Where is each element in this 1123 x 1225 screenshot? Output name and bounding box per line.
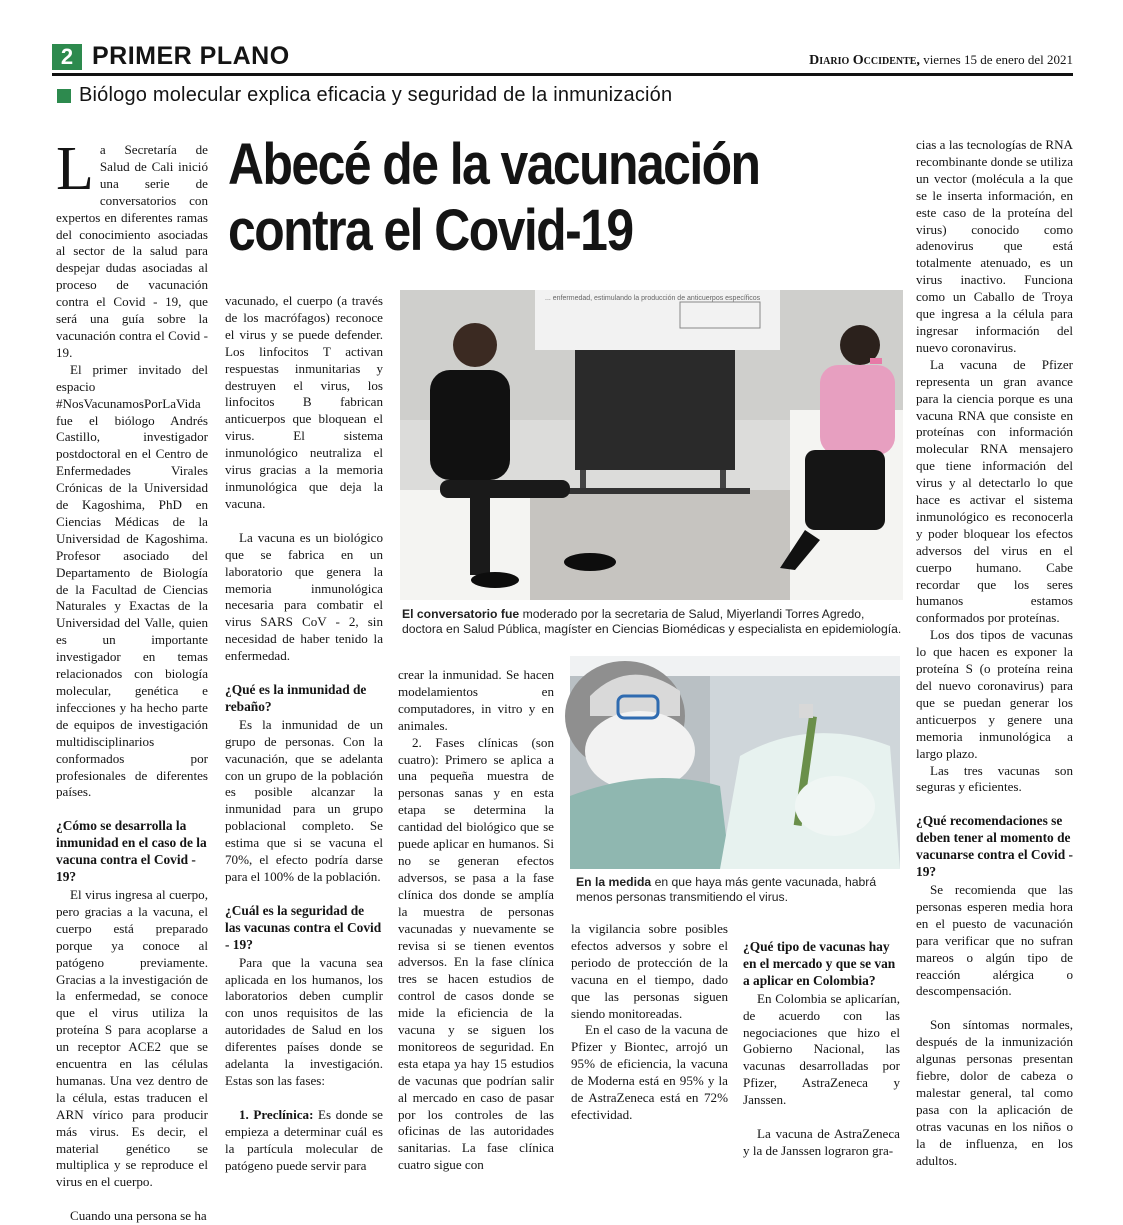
column-6 bbox=[916, 137, 1073, 1168]
column-2 bbox=[225, 293, 383, 1173]
paragraph: vacunado, el cuerpo (a través de los macrófagos) reconoce el virus y se puede defender. Los linfocitos T activan respuestas inmunitarias y destruyen el virus, los linfocitos B fabrican anticuerpos que bloquean el virus. El sistema inmunológico neutraliza el virus gracias a la memoria inmunológica que deja la vacuna. bbox=[225, 293, 383, 511]
header-rule bbox=[52, 73, 1073, 76]
section-title: PRIMER PLANO bbox=[92, 42, 290, 70]
paragraph: La vacuna es un biológico que se fabrica en un laboratorio que genera la memoria inmunológica necesaria para combatir el virus SARS CoV - 2, sin necesidad de haber tenido la enfermedad. bbox=[225, 529, 383, 664]
column-1 bbox=[56, 135, 208, 1224]
paragraph: la vigilancia sobre posibles efectos adversos y sobre el periodo de protección de la vacuna en el tiempo, dado que las personas siguen siendo monitoreadas. bbox=[571, 921, 728, 1021]
paragraph: 2. Fases clínicas (son cuatro): Primero se aplica a una pequeña muestra de personas sanas y en esta etapa se determina la cantidad del biológico que se puede aplicar en humanos. Si no se generan efectos adversos, se pasa a la fase clínica dos donde se amplía la muestra de personas vacunadas y nuevamente se revisa si se tienen eventos adversos. En la fase clínica tres se hacen estudios de control de casos donde se mide la eficiencia de la vacuna y se siguen los monitoreos de seguridad. En esta etapa ya hay 15 estudios de vacunas que podrían salir al mercado en caso de pasar por los controles de las oficinas de las autoridades sanitarias. La fase clínica cuatro sigue con bbox=[398, 734, 554, 1173]
headline bbox=[228, 132, 813, 264]
paragraph: El virus ingresa al cuerpo, pero gracias a la vacuna, el cuerpo está preparado porque ya conoce al patógeno previamente. Gracias a la investigación de la enfermedad, se conoce que el virus utiliza la proteína S para acoplarse a un receptor ACE2 que se encuentra en las células humanas. Una vez dentro de la célula, estas traducen el ARN vírico para producir más virus. Es decir, el material genético se multiplica y se reproduce el virus en el cuerpo. bbox=[56, 886, 208, 1190]
paragraph: crear la inmunidad. Se hacen modelamientos en computadores, in vitro y en animales. bbox=[398, 667, 554, 733]
column-4 bbox=[571, 921, 728, 1133]
masthead bbox=[809, 52, 1073, 69]
paragraph: Es la inmunidad de un grupo de personas. Con la vacunación, que se adelanta con un grupo de la población es posible alcanzar la inmunidad para un grupo poblacional completo. Se estima que si se vacuna el 70%, el efecto podría darse para el 100% de la población. bbox=[225, 716, 383, 884]
headline-line-2: contra el Covid-19 bbox=[228, 198, 633, 263]
page-number: 2 bbox=[52, 44, 82, 70]
paragraph: El primer invitado del espacio #NosVacunamosPorLaVida fue el biólogo Andrés Castillo, investigador postdoctoral en el Centro de Enfermedades Virales Crónicas de la Universidad de Kagoshima, PhD en Ciencias Médicas de la Universidad de Kagoshima. Profesor asociado del Departamento de Biología de la Facultad de Ciencias Naturales y Exactas de la Universidad del Valle, quien es un importante investigador en temas relacionados con biología molecular, genética e infecciones y ha hecho parte de equipos de investigación multidisciplinarios conformados por profesionales de diferentes países. bbox=[56, 361, 208, 800]
subheading: ¿Cómo se desarrolla la inmunidad en el caso de la vacuna contra el Covid - 19? bbox=[56, 818, 207, 885]
paragraph: La vacuna de Pfizer representa un gran avance para la ciencia porque es una vacuna RNA que consiste en proteínas con información molecular RNA mensajero que tiene información del virus y al detectarlo lo que hace es activar el sistema inmunológico es reconocerla y poder bloquear los efectos adversos del virus en el cuerpo humano. Cabe recordar que los seres humanos estamos conformados por proteínas. bbox=[916, 356, 1073, 626]
subheading: ¿Qué recomendaciones se deben tener al momento de vacunarse contra el Covid - 19? bbox=[916, 813, 1073, 880]
paragraph: Los dos tipos de vacunas lo que hacen es exponer la proteína S (o proteína reina del nuevo coronavirus) para que se puedan generar los anticuerpos y genere una memoria inmunológica a largo plazo. bbox=[916, 627, 1073, 761]
lead-paragraph: La Secretaría de Salud de Cali inició una serie de conversatorios con expertos en diferentes ramas del conocimiento asociadas al sector de la salud para despejar dudas asociadas al proceso de vacunación contra el Covid - 19, que será una guía sobre la vacunación contra el Covid - 19. bbox=[56, 135, 208, 360]
paragraph: La vacuna de AstraZeneca y la de Janssen lograron gra- bbox=[743, 1126, 900, 1158]
paragraph: Para que la vacuna sea aplicada en los humanos, los laboratorios deben cumplir con unos requisitos de las autoridades de Salud en los diferentes países donde se adelanta la investigación. Estas son las fases: bbox=[225, 954, 383, 1088]
headline-line-1: Abecé de la vacunación bbox=[228, 132, 760, 197]
photo-conversatorio bbox=[400, 290, 903, 600]
paragraph: cias a las tecnologías de RNA recombinante donde se utiliza un vector (molécula a la que se le inserta información, en este caso de la proteína del virus) conocido como adenovirus que está totalmente atenuado, es un virus inactivo. Funciona como un Caballo de Troya que ingresa a la célula para ingresar información del nuevo coronavirus. bbox=[916, 137, 1073, 355]
subheading: ¿Qué tipo de vacunas hay en el mercado y que se van a aplicar en Colombia? bbox=[743, 939, 896, 988]
kicker: Biólogo molecular explica eficacia y seguridad de la inmunización bbox=[79, 84, 673, 106]
paragraph: En Colombia se aplicarían, de acuerdo con las negociaciones que hizo el Gobierno Nacional, las vacunas desarrolladas por Pfizer, AstraZeneca y Janssen. bbox=[743, 990, 900, 1108]
photo-vacunacion bbox=[570, 656, 900, 869]
paragraph: Las tres vacunas son seguras y eficientes. bbox=[916, 762, 1073, 795]
paragraph: En el caso de la vacuna de Pfizer y Biontec, arrojó un 95% de eficiencia, la vacuna de Moderna está en 95% y la de AstraZeneca está en 72% efectividad. bbox=[571, 1022, 728, 1122]
conversatorio-image bbox=[400, 290, 903, 600]
photo-2-caption: En la medida en que haya más gente vacunada, habrá menos personas transmitiendo el virus. bbox=[576, 875, 877, 904]
newspaper-name: Diario Occidente, bbox=[809, 53, 920, 68]
paragraph: Son síntomas normales, después de la inmunización algunas personas presentan fiebre, dolor de cabeza o malestar general, tal como pasa con la aplicación de otras vacunas en los niños o la de influenza, en los adultos. bbox=[916, 1017, 1073, 1168]
subheading: ¿Qué es la inmunidad de rebaño? bbox=[225, 682, 367, 714]
vacunacion-image bbox=[570, 656, 900, 869]
paragraph: Cuando una persona se ha bbox=[70, 1208, 207, 1224]
subheading: ¿Cuál es la seguridad de las vacunas contra el Covid - 19? bbox=[225, 902, 382, 952]
column-3 bbox=[398, 667, 554, 1173]
kicker-bullet bbox=[57, 89, 71, 103]
paragraph: Se recomienda que las personas esperen media hora en el puesto de vacunación para verificar que no sufran mareos o algún tipo de reacción alérgica o descompensación. bbox=[916, 881, 1073, 999]
screen-text: ... enfermedad, estimulando la producción de anticuerpos específicos bbox=[545, 295, 761, 302]
issue-date: viernes 15 de enero del 2021 bbox=[923, 52, 1073, 67]
paragraph: 1. Preclínica: Es donde se empieza a determinar cuál es la partícula molecular de patógeno puede servir para bbox=[225, 1106, 383, 1173]
photo-1-caption: El conversatorio fue moderado por la secretaria de Salud, Miyerlandi Torres Agredo, doctora en Salud Pública, magíster en Ciencias Biomédicas y especialista en epidemiología. bbox=[402, 607, 902, 636]
column-5 bbox=[743, 921, 900, 1158]
drop-cap: L bbox=[56, 135, 94, 203]
